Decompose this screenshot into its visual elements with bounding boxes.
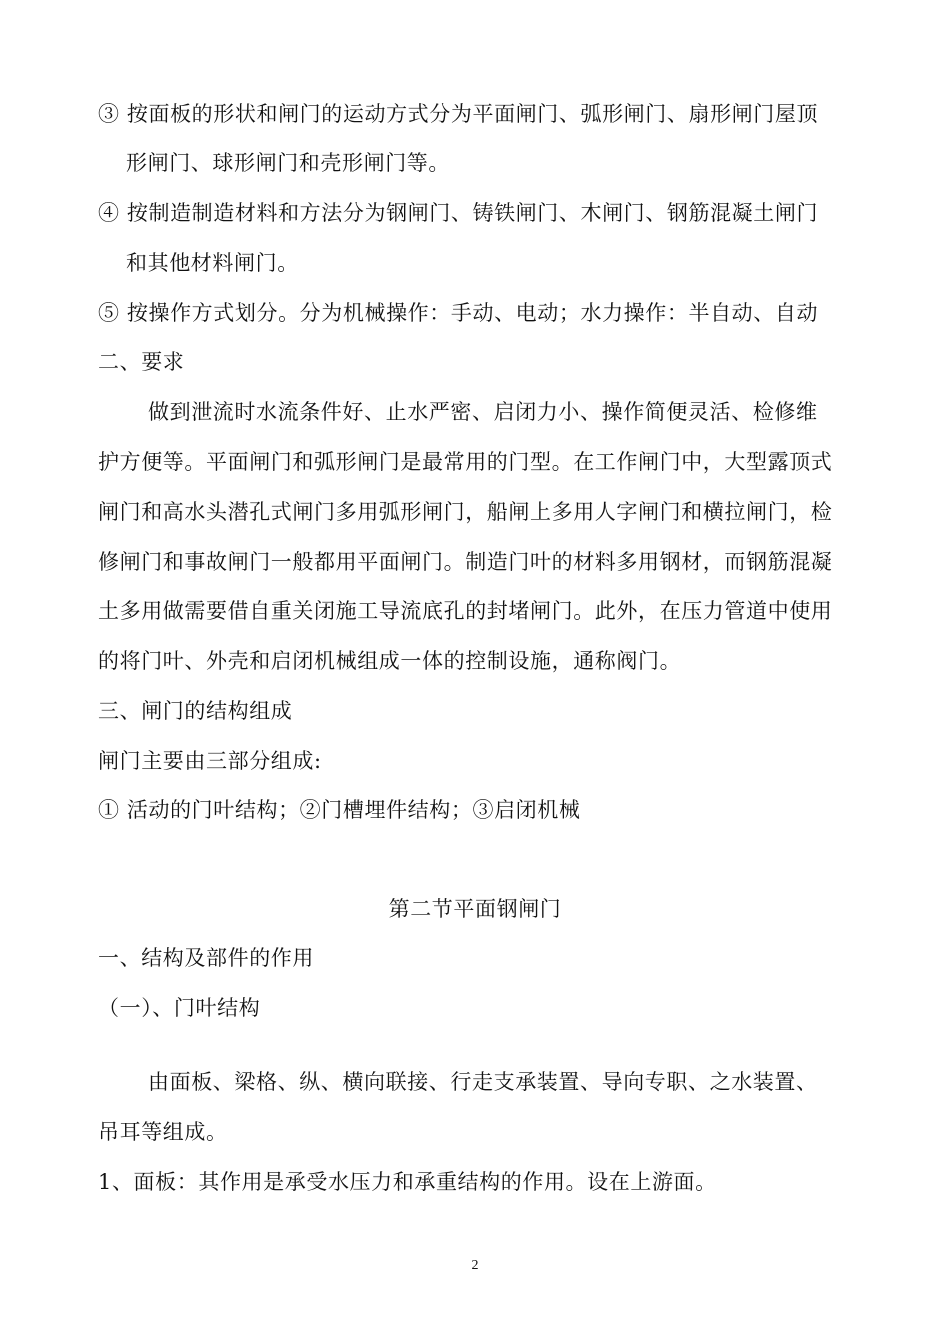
classification-item-4: ④ 按制造制造材料和方法分为钢闸门、铸铁闸门、木闸门、钢筋混凝土闸门 — [98, 201, 819, 225]
section-heading-components: 一、结构及部件的作用 — [98, 946, 314, 970]
paragraph-gate-leaf-line: 吊耳等组成。 — [98, 1120, 228, 1144]
paragraph-requirements-line: 的将门叶、外壳和启闭机械组成一体的控制设施，通称阀门。 — [98, 649, 682, 673]
paragraph-requirements-line: 闸门和高水头潜孔式闸门多用弧形闸门，船闸上多用人字闸门和横拉闸门，检 — [98, 500, 833, 524]
section-heading-requirements: 二、要求 — [98, 350, 185, 374]
list-item-face-plate: 1、面板：其作用是承受水压力和承重结构的作用。设在上游面。 — [98, 1170, 717, 1194]
paragraph-requirements-line: 土多用做需要借自重关闭施工导流底孔的封堵闸门。此外，在压力管道中使用 — [98, 599, 833, 623]
section-heading-structure: 三、闸门的结构组成 — [98, 699, 293, 723]
paragraph-requirements-line: 修闸门和事故闸门一般都用平面闸门。制造门叶的材料多用钢材，而钢筋混凝 — [98, 550, 833, 574]
paragraph-requirements-line: 做到泄流时水流条件好、止水严密、启闭力小、操作简便灵活、检修维 — [148, 400, 818, 424]
structure-intro: 闸门主要由三部分组成: — [98, 749, 322, 773]
page-number: 2 — [471, 1258, 479, 1273]
subsection-heading-gate-leaf: （一）、门叶结构 — [98, 996, 261, 1020]
chapter-title: 第二节平面钢闸门 — [388, 897, 562, 921]
classification-item-3: ③ 按面板的形状和闸门的运动方式分为平面闸门、弧形闸门、扇形闸门屋顶 — [98, 102, 819, 126]
classification-item-5: ⑤ 按操作方式划分。分为机械操作：手动、电动；水力操作：半自动、自动 — [98, 301, 819, 325]
paragraph-gate-leaf-line: 由面板、梁格、纵、横向联接、行走支承装置、导向专职、之水装置、 — [148, 1070, 818, 1094]
structure-parts-list: ① 活动的门叶结构；②门槽埋件结构；③启闭机械 — [98, 798, 581, 822]
paragraph-requirements-line: 护方便等。平面闸门和弧形闸门是最常用的门型。在工作闸门中，大型露顶式 — [98, 450, 833, 474]
classification-item-4-cont: 和其他材料闸门。 — [126, 251, 299, 275]
classification-item-3-cont: 形闸门、球形闸门和壳形闸门等。 — [126, 151, 450, 175]
